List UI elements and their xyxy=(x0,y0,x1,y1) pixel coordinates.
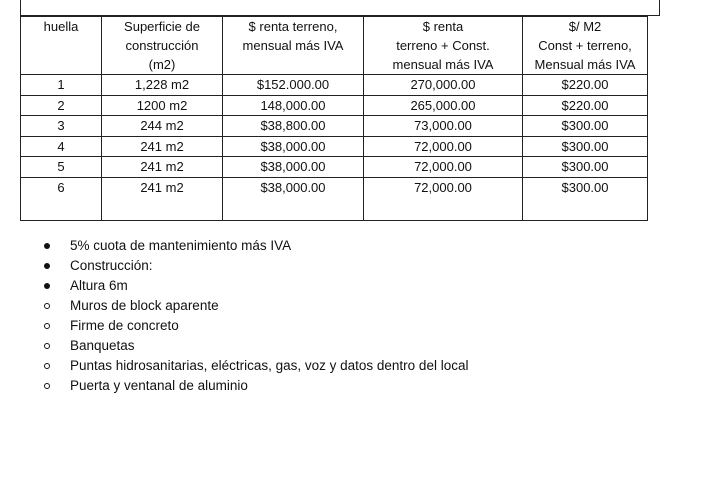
cell-superficie: 1200 m2 xyxy=(102,95,223,116)
cell-superficie: 244 m2 xyxy=(102,116,223,137)
cell-precio-m2: $300.00 xyxy=(523,157,648,178)
table-header-row xyxy=(21,17,648,75)
list-item-text: Firme de concreto xyxy=(70,318,179,333)
cell-precio-m2: $300.00 xyxy=(523,136,648,157)
bullet-filled-icon xyxy=(44,243,50,249)
bullet-hollow-icon xyxy=(44,323,50,329)
cell-precio-m2: $220.00 xyxy=(523,75,648,96)
cell-renta-terreno-const: 72,000.00 xyxy=(364,177,523,220)
list-item-text: Puntas hidrosanitarias, eléctricas, gas, voz y datos dentro del local xyxy=(70,358,469,373)
list-item xyxy=(44,236,468,256)
bullet-hollow-icon xyxy=(44,343,50,349)
header-line: $ renta terreno, xyxy=(248,19,338,34)
bullet-filled-icon xyxy=(44,263,50,269)
table-row xyxy=(21,157,648,178)
cell-superficie: 241 m2 xyxy=(102,157,223,178)
cell-renta-terreno: $38,000.00 xyxy=(223,177,364,220)
notes-list xyxy=(44,236,468,396)
list-item xyxy=(44,336,468,356)
cell-renta-terreno: $38,000.00 xyxy=(223,136,364,157)
header-line: Mensual más IVA xyxy=(534,57,636,72)
table-row xyxy=(21,75,648,96)
cell-renta-terreno: $38,800.00 xyxy=(223,116,364,137)
list-item xyxy=(44,356,468,376)
list-item-text: Construcción: xyxy=(70,258,153,273)
header-line: mensual más IVA xyxy=(242,38,344,53)
table-row xyxy=(21,116,648,137)
list-item-text: Banquetas xyxy=(70,338,135,353)
header-precio-m2 xyxy=(523,17,648,75)
list-item xyxy=(44,256,468,276)
cell-renta-terreno-const: 72,000.00 xyxy=(364,136,523,157)
header-renta-terreno xyxy=(223,17,364,75)
header-line: (m2) xyxy=(148,57,176,72)
cell-huella: 5 xyxy=(21,157,102,178)
cell-precio-m2: $300.00 xyxy=(523,116,648,137)
cell-superficie: 1,228 m2 xyxy=(102,75,223,96)
cell-renta-terreno: $38,000.00 xyxy=(223,157,364,178)
header-line: $/ M2 xyxy=(568,19,602,34)
header-superficie xyxy=(102,17,223,75)
cell-renta-terreno-const: 72,000.00 xyxy=(364,157,523,178)
list-item xyxy=(44,376,468,396)
cell-huella: 6 xyxy=(21,177,102,220)
bullet-filled-icon xyxy=(44,283,50,289)
list-item-text: 5% cuota de mantenimiento más IVA xyxy=(70,238,292,253)
cell-precio-m2: $300.00 xyxy=(523,177,648,220)
header-huella xyxy=(21,17,102,75)
header-line: huella xyxy=(43,19,79,34)
list-item xyxy=(44,316,468,336)
header-line: $ renta xyxy=(422,19,464,34)
cell-renta-terreno-const: 270,000.00 xyxy=(364,75,523,96)
cell-renta-terreno: $152.000.00 xyxy=(223,75,364,96)
cell-renta-terreno-const: 265,000.00 xyxy=(364,95,523,116)
list-item-text: Puerta y ventanal de aluminio xyxy=(70,378,248,393)
list-item xyxy=(44,276,468,296)
cell-huella: 3 xyxy=(21,116,102,137)
cell-renta-terreno-const: 73,000.00 xyxy=(364,116,523,137)
header-line: construcción xyxy=(125,38,199,53)
cell-huella: 2 xyxy=(21,95,102,116)
cell-huella: 1 xyxy=(21,75,102,96)
header-line: Const + terreno, xyxy=(538,38,632,53)
table-row xyxy=(21,95,648,116)
cell-huella: 4 xyxy=(21,136,102,157)
header-line: mensual más IVA xyxy=(392,57,494,72)
header-line: Superficie de xyxy=(124,19,200,34)
header-renta-terreno-const xyxy=(364,17,523,75)
rent-table xyxy=(20,16,648,221)
bullet-hollow-icon xyxy=(44,363,50,369)
header-line: terreno + Const. xyxy=(396,38,490,53)
cell-superficie: 241 m2 xyxy=(102,136,223,157)
list-item-text: Altura 6m xyxy=(70,278,128,293)
list-item xyxy=(44,296,468,316)
bullet-hollow-icon xyxy=(44,383,50,389)
list-item-text: Muros de block aparente xyxy=(70,298,219,313)
table-row xyxy=(21,177,648,220)
cell-renta-terreno: 148,000.00 xyxy=(223,95,364,116)
table-row xyxy=(21,136,648,157)
top-box-border xyxy=(20,0,660,16)
cell-superficie: 241 m2 xyxy=(102,177,223,220)
bullet-hollow-icon xyxy=(44,303,50,309)
cell-precio-m2: $220.00 xyxy=(523,95,648,116)
